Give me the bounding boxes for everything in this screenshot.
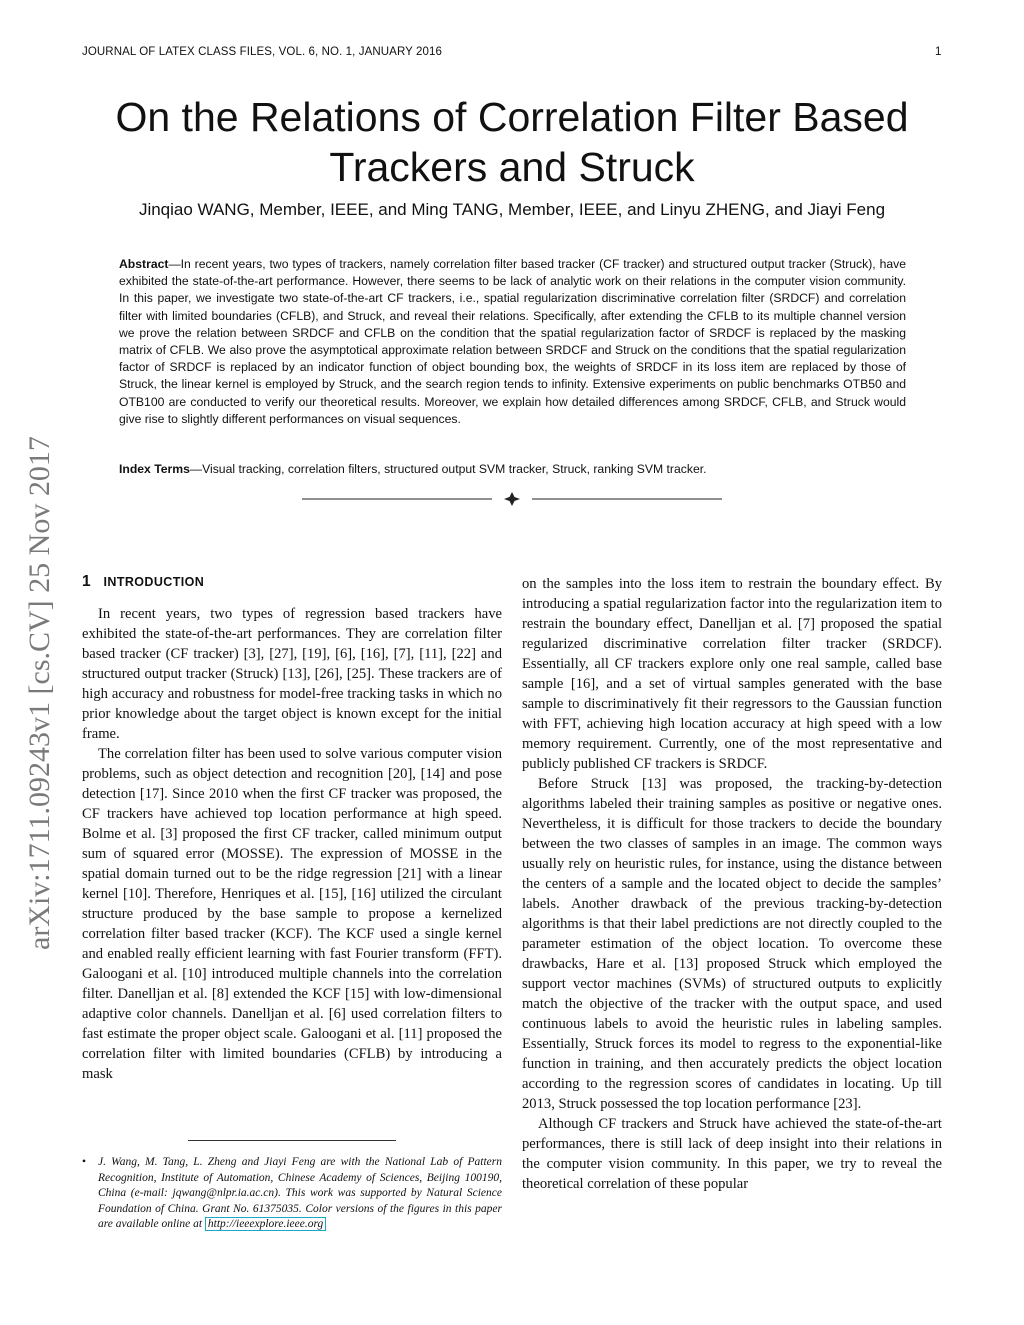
index-terms: Index Terms—Visual tracking, correlation filters, structured output SVM tracker, Struck, ranking SVM tracker. xyxy=(119,462,707,476)
footnote-bullet: • xyxy=(82,1156,87,1168)
footnote-text: J. Wang, M. Tang, L. Zheng and Jiayi Feng are with the National Lab of Pattern Recognition, Institute of Automation, Chinese Academy of Sciences, Beijing 100190, China (e-mail: jqwang@nlpr.ia.ac.cn). This work was supported by Natural Science Foundation of China. Grant No. 61375035. Color versions of the figures in this paper are available online at xyxy=(98,1156,502,1230)
author-list: Jinqiao WANG, Member, IEEE, and Ming TANG, Member, IEEE, and Linyu ZHENG, and Jiayi Feng xyxy=(138,200,886,219)
paragraph: In recent years, two types of regression based trackers have exhibited the state-of-the-art performances. They are correlation filter based tracker (CF tracker) [3], [27], [19], [6], [16], [7], [11], [22] and structured output tracker (Struck) [13], [26], [25]. These trackers are of high accuracy and robustness for model-free tracking tasks in which no prior knowledge about the target object is known except for the initial frame. xyxy=(82,606,502,742)
footnote-rule xyxy=(188,1140,396,1141)
arxiv-identifier: arXiv:1711.09243v1 [cs.CV] 25 Nov 2017 xyxy=(23,436,56,950)
paragraph: Although CF trackers and Struck have achieved the state-of-the-art performances, there is still lack of deep insight into their relations in the computer vision community. In this paper, we try to reveal the theoretical correlation of these popular xyxy=(522,1116,942,1192)
section-number: 1 xyxy=(82,573,91,590)
paper-title: On the Relations of Correlation Filter Based Trackers and Struck xyxy=(115,94,909,190)
section-title: INTRODUCTION xyxy=(103,575,205,589)
abstract-text: In recent years, two types of trackers, namely correlation filter based tracker (CF tracker) and structured output tracker (Struck), have exhibited the state-of-the-art performance. However, there seems to be lack of analytic work on their relations in the computer vision community. In this paper, we investigate two state-of-the-art CF trackers, i.e., spatial regularization discriminative correlation filter (SRDCF) and correlation filter with limited boundaries (CFLB), and Struck, and reveal their relations. Specifically, after extending the CFLB to its multiple channel version we prove the relation between SRDCF and CFLB on the condition that the spatial regularization factor of SRDCF is replaced by the masking matrix of CFLB. We also prove the asymptotical approximate relation between SRDCF and Struck on the conditions that the spatial regularization factor of SRDCF is replaced by an indicator function of object bounding box, the weights of SRDCF in its loss item are replaced by those of Struck, the linear kernel is employed by Struck, and the search region tends to infinity. Extensive experiments on public benchmarks OTB50 and OTB100 are conducted to verify our theoretical results. Moreover, we explain how detailed differences among SRDCF, CFLB, and Struck would give rise to slightly different performances on visual sequences. xyxy=(119,257,906,426)
paragraph: on the samples into the loss item to restrain the boundary effect. By introducing a spatial regularization factor into the regularization item to restrain the boundary effect, Danelljan et al. [7] proposed the spatial regularized discriminative correlation filter tracker (SRDCF). Essentially, all CF trackers explore only one real sample, called base sample [16], and a set of virtual samples generated with the base sample to discriminatively fit their regressors to the Gaussian function with FFT, achieving high location accuracy at high speed with a low memory requirement. Currently, one of the most representative and publicly published CF trackers is SRDCF. xyxy=(522,576,942,772)
diamond-star-icon xyxy=(504,492,520,506)
index-terms-label: Index Terms xyxy=(119,462,190,476)
paragraph: Before Struck [13] was proposed, the tracking-by-detection algorithms labeled their training samples as positive or negative ones. Nevertheless, it is difficult for those trackers to decide the boundary between the two classes of samples in an image. The common ways usually rely on heuristic rules, for instance, using the distance between the centers of a sample and the located object to decide the samples’ labels. Another drawback of the previous tracking-by-detection algorithms is that their label predictions are not directly coupled to the parameter estimation of the object location. To overcome these drawbacks, Hare et al. [13] proposed Struck which employed the support vector machines (SVMs) of structured outputs to explicitly match the objective of the tracker with the output space, and used continuous labels to avoid the heuristic rules in labeling samples. Essentially, Struck forces its model to regress to the exponential-like function in training, and then accurately predicts the object location according to the regression scores of candidates in locating. Up till 2013, Struck possessed the top location performance [23]. xyxy=(522,776,942,1112)
footnote xyxy=(82,1155,502,1233)
abstract-label: Abstract xyxy=(119,257,169,271)
section-heading xyxy=(82,573,204,591)
ieee-xplore-link[interactable]: http://ieeexplore.ieee.org xyxy=(205,1217,326,1231)
section-divider xyxy=(302,489,722,509)
page-number: 1 xyxy=(935,46,942,58)
running-header: JOURNAL OF LATEX CLASS FILES, VOL. 6, NO. 1, JANUARY 2016 xyxy=(82,46,442,58)
abstract: Abstract—In recent years, two types of trackers, namely correlation filter based tracker (CF tracker) and structured output tracker (Struck), have exhibited the state-of-the-art performance. However, there seems to be lack of analytic work on their relations in the computer vision community. In this paper, we investigate two state-of-the-art CF trackers, i.e., spatial regularization discriminative correlation filter (SRDCF) and correlation filter with limited boundaries (CFLB), and Struck, and reveal their relations. Specifically, after extending the CFLB to its multiple channel version we prove the relation between SRDCF and CFLB on the condition that the spatial regularization factor of SRDCF is replaced by the masking matrix of CFLB. We also prove the asymptotical approximate relation between SRDCF and Struck on the conditions that the spatial regularization factor of SRDCF is replaced by an indicator function of object bounding box, the weights of SRDCF in its loss item are replaced by those of Struck, the linear kernel is employed by Struck, and the search region tends to infinity. Extensive experiments on public benchmarks OTB50 and OTB100 are conducted to verify our theoretical results. Moreover, we explain how detailed differences among SRDCF, CFLB, and Struck would give rise to slightly different performances on visual sequences. xyxy=(119,257,906,426)
index-terms-text: Visual tracking, correlation filters, structured output SVM tracker, Struck, ranking SVM tracker. xyxy=(202,462,707,476)
paragraph: The correlation filter has been used to solve various computer vision problems, such as object detection and recognition [20], [14] and pose detection [17]. Since 2010 when the first CF tracker was proposed, the CF trackers have achieved top location performance at high speed. Bolme et al. [3] proposed the first CF tracker, called minimum output sum of squared error (MOSSE). The expression of MOSSE in the spatial domain turned out to be the ridge regression [21] with a linear kernel [10]. Therefore, Henriques et al. [15], [16] utilized the circulant structure produced by the base sample to propose a kernelized correlation filter based tracker (KCF). The KCF used a single kernel and enabled really efficient learning with fast Fourier transform (FFT). Galoogani et al. [10] introduced multiple channels into the correlation filter. Danelljan et al. [8] extended the KCF [15] with low-dimensional adaptive color channels. Danelljan et al. [6] used correlation filters to fast estimate the proper object scale. Galoogani et al. [11] proposed the correlation filter with limited boundaries (CFLB) by introducing a mask xyxy=(82,746,502,1082)
right-column xyxy=(522,574,942,1194)
left-column xyxy=(82,604,502,1084)
